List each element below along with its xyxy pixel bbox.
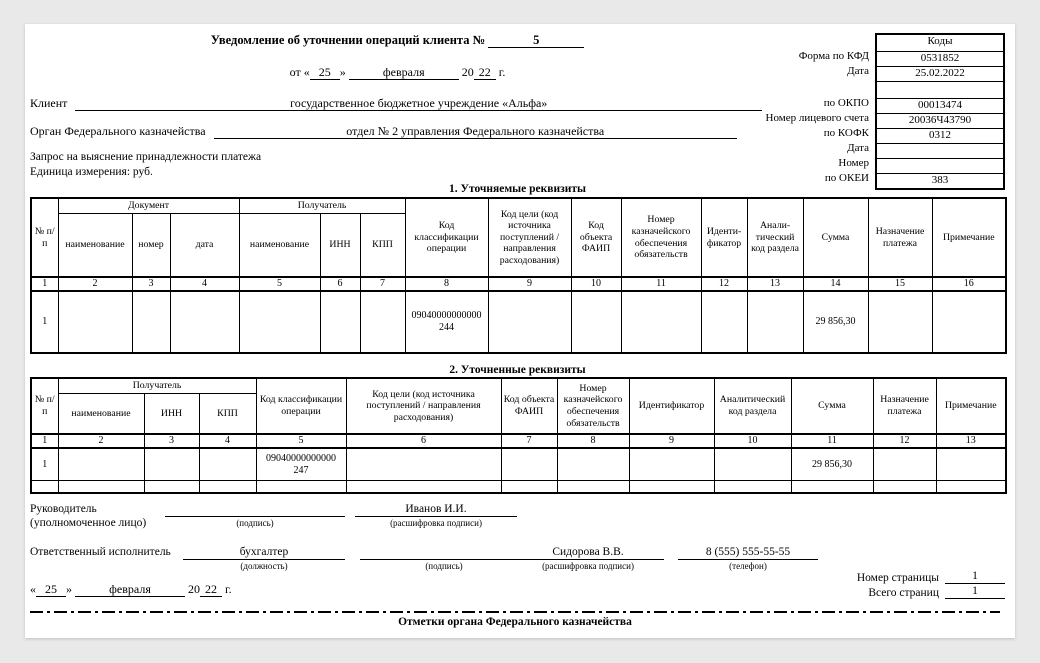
data-cell-npp: 1 bbox=[31, 448, 58, 481]
codes-label bbox=[715, 33, 875, 49]
codes-value-cell bbox=[877, 81, 1003, 98]
data-cell bbox=[31, 481, 58, 493]
table2-title: 2. Уточненные реквизиты bbox=[449, 364, 586, 376]
header-cell: ИНН bbox=[144, 393, 199, 434]
data-cell bbox=[346, 481, 501, 493]
data-cell bbox=[621, 291, 701, 353]
col-number: 9 bbox=[488, 277, 571, 291]
data-cell bbox=[346, 448, 501, 481]
header-cell: наименование bbox=[58, 393, 144, 434]
codes-value-cell: 00013474 bbox=[877, 98, 1003, 113]
doc-date-line bbox=[25, 65, 770, 80]
header-cell: Номер казначейского обеспечения обязательств bbox=[621, 198, 701, 277]
request-note: Запрос на выяснение принадлежности платежа bbox=[30, 151, 262, 163]
col-number: 2 bbox=[58, 434, 144, 448]
col-number: 5 bbox=[239, 277, 320, 291]
document-page bbox=[25, 24, 1015, 638]
col-number: 10 bbox=[714, 434, 791, 448]
col-number: 6 bbox=[320, 277, 360, 291]
col-number: 16 bbox=[932, 277, 1006, 291]
data-cell bbox=[488, 291, 571, 353]
head-signature-field bbox=[165, 502, 345, 528]
data-cell bbox=[170, 291, 239, 353]
executor-position-field bbox=[183, 545, 345, 571]
header-cell: Назначение платежа bbox=[873, 378, 936, 434]
data-cell bbox=[873, 448, 936, 481]
unit-note: Единица измерения: руб. bbox=[30, 166, 153, 178]
col-number: 8 bbox=[557, 434, 629, 448]
position-caption: (должность) bbox=[240, 561, 288, 571]
data-cell bbox=[714, 481, 791, 493]
header-cell: № п/п bbox=[31, 198, 58, 277]
data-cell bbox=[144, 448, 199, 481]
footer-date-day: 25 bbox=[36, 583, 66, 597]
executor-signature-field bbox=[360, 545, 528, 571]
header-cell: дата bbox=[170, 213, 239, 277]
doc-title-text: Уведомление об уточнении операций клиента № bbox=[210, 33, 486, 47]
footer-date-suffix: г. bbox=[225, 582, 232, 596]
signature-caption: (подпись) bbox=[425, 561, 463, 571]
codes-label bbox=[715, 79, 875, 96]
header-cell: Код объекта ФАИП bbox=[571, 198, 621, 277]
col-number: 10 bbox=[571, 277, 621, 291]
table1-numbering-row bbox=[31, 277, 1006, 291]
data-cell bbox=[932, 291, 1006, 353]
head-label-line1: Руководитель bbox=[30, 503, 97, 515]
col-number: 11 bbox=[791, 434, 873, 448]
date-year-field: 22 bbox=[474, 66, 496, 80]
codes-label: Дата bbox=[847, 142, 869, 154]
codes-value-cell bbox=[877, 158, 1003, 173]
col-number: 4 bbox=[199, 434, 256, 448]
header-cell: наименование bbox=[58, 213, 132, 277]
table2-empty-row bbox=[31, 481, 1006, 493]
data-cell bbox=[239, 291, 320, 353]
header-cell: Аналитический код раздела bbox=[714, 378, 791, 434]
codes-labels bbox=[715, 33, 875, 190]
data-cell-sum: 29 856,30 bbox=[791, 448, 873, 481]
phone-caption: (телефон) bbox=[729, 561, 767, 571]
table2 bbox=[30, 377, 1007, 494]
col-number: 4 bbox=[170, 277, 239, 291]
col-number: 5 bbox=[256, 434, 346, 448]
total-pages-label: Всего страниц bbox=[868, 587, 939, 599]
col-number: 12 bbox=[873, 434, 936, 448]
header-cell: ИНН bbox=[320, 213, 360, 277]
col-number: 8 bbox=[405, 277, 488, 291]
head-signer-label bbox=[30, 502, 146, 530]
footer-date-century: 20 bbox=[188, 582, 200, 596]
header-cell: Код классификации операции bbox=[256, 378, 346, 434]
treasury-body-row bbox=[30, 124, 737, 139]
class-code-line1: 09040000000000 bbox=[266, 452, 337, 464]
header-cell: Номер казначейского обеспечения обязательств bbox=[557, 378, 629, 434]
codes-value-cell: 0312 bbox=[877, 128, 1003, 143]
col-number: 1 bbox=[31, 434, 58, 448]
header-cell: наименование bbox=[239, 213, 320, 277]
header-cell: Получатель bbox=[58, 378, 256, 393]
col-number: 11 bbox=[621, 277, 701, 291]
date-prefix: от bbox=[289, 65, 301, 79]
col-number: 13 bbox=[936, 434, 1006, 448]
data-cell bbox=[557, 481, 629, 493]
header-cell: Код цели (код источника поступлений / направления расходования) bbox=[488, 198, 571, 277]
data-cell bbox=[320, 291, 360, 353]
treasury-body-label: Орган Федерального казначейства bbox=[30, 124, 206, 138]
head-name: Иванов И.И. bbox=[355, 502, 517, 517]
codes-value-cell: 20036Ч43790 bbox=[877, 113, 1003, 128]
quote-close: » bbox=[66, 582, 72, 596]
footer-date-month: февраля bbox=[75, 583, 185, 597]
table1-title: 1. Уточняемые реквизиты bbox=[449, 183, 586, 195]
page-number-value: 1 bbox=[945, 570, 1005, 584]
executor-phone-field bbox=[678, 545, 818, 571]
codes-label: Форма по КФД bbox=[798, 50, 869, 62]
codes-box bbox=[715, 33, 1005, 190]
codes-label: Номер bbox=[838, 157, 869, 169]
data-cell bbox=[629, 448, 714, 481]
data-cell-class-code bbox=[405, 291, 488, 353]
class-code-line1: 09040000000000 bbox=[411, 310, 482, 322]
data-cell bbox=[629, 481, 714, 493]
executor-position: бухгалтер bbox=[183, 545, 345, 560]
data-cell bbox=[501, 481, 557, 493]
data-cell bbox=[58, 291, 132, 353]
header-cell: № п/п bbox=[31, 378, 58, 434]
client-value: государственное бюджетное учреждение «Альфа» bbox=[75, 96, 762, 111]
total-pages-value: 1 bbox=[945, 585, 1005, 599]
header-cell: Код объекта ФАИП bbox=[501, 378, 557, 434]
col-number: 7 bbox=[360, 277, 405, 291]
codes-label: по КОФК bbox=[823, 127, 869, 139]
header-cell: КПП bbox=[199, 393, 256, 434]
table2-data-row bbox=[31, 448, 1006, 481]
quote-open: « bbox=[30, 582, 36, 596]
data-cell bbox=[557, 448, 629, 481]
col-number: 3 bbox=[144, 434, 199, 448]
cut-line bbox=[30, 611, 1000, 613]
header-cell: Сумма bbox=[791, 378, 873, 434]
total-pages-row bbox=[868, 585, 1005, 599]
codes-value-cell: 383 bbox=[877, 173, 1003, 188]
data-cell bbox=[360, 291, 405, 353]
data-cell bbox=[144, 481, 199, 493]
header-cell: Назначение платежа bbox=[868, 198, 932, 277]
data-cell bbox=[58, 481, 144, 493]
data-cell bbox=[791, 481, 873, 493]
header-cell: Анали- тический код раздела bbox=[747, 198, 803, 277]
header-cell: Примечание bbox=[932, 198, 1006, 277]
data-cell bbox=[747, 291, 803, 353]
header-cell: Идентификатор bbox=[629, 378, 714, 434]
treasury-body-value: отдел № 2 управления Федерального казначейства bbox=[214, 124, 737, 139]
page-number-row bbox=[857, 570, 1005, 584]
table2-group-header-row bbox=[31, 378, 1006, 393]
codes-value-cell bbox=[877, 143, 1003, 158]
signature-line bbox=[165, 502, 345, 517]
codes-values bbox=[875, 33, 1005, 190]
col-number: 14 bbox=[803, 277, 868, 291]
class-code-line2: 247 bbox=[293, 464, 309, 476]
quote-open: « bbox=[303, 65, 310, 79]
table2-numbering-row bbox=[31, 434, 1006, 448]
header-cell: Сумма bbox=[803, 198, 868, 277]
col-number: 6 bbox=[346, 434, 501, 448]
signature-caption: (подпись) bbox=[236, 518, 274, 528]
codes-value-cell: 25.02.2022 bbox=[877, 66, 1003, 81]
data-cell-class-code bbox=[256, 448, 346, 481]
data-cell bbox=[501, 448, 557, 481]
col-number: 12 bbox=[701, 277, 747, 291]
executor-name: Сидорова В.В. bbox=[512, 545, 664, 560]
doc-title bbox=[25, 33, 770, 48]
data-cell bbox=[936, 481, 1006, 493]
table1 bbox=[30, 197, 1007, 354]
header-cell: номер bbox=[132, 213, 170, 277]
data-cell bbox=[873, 481, 936, 493]
data-cell bbox=[936, 448, 1006, 481]
codes-label: Номер лицевого счета bbox=[765, 112, 869, 124]
data-cell bbox=[868, 291, 932, 353]
footer-date-year: 22 bbox=[200, 583, 222, 597]
name-caption: (расшифровка подписи) bbox=[390, 518, 482, 528]
col-number: 9 bbox=[629, 434, 714, 448]
col-number: 1 bbox=[31, 277, 58, 291]
header-cell: Код классификации операции bbox=[405, 198, 488, 277]
codes-value-cell: 0531852 bbox=[877, 51, 1003, 66]
data-cell bbox=[701, 291, 747, 353]
col-number: 3 bbox=[132, 277, 170, 291]
codes-label: по ОКЕИ bbox=[824, 172, 869, 184]
data-cell bbox=[199, 481, 256, 493]
executor-name-field bbox=[512, 545, 664, 571]
col-number: 2 bbox=[58, 277, 132, 291]
date-day-field: 25 bbox=[310, 66, 340, 80]
client-row bbox=[30, 96, 762, 111]
client-label: Клиент bbox=[30, 96, 68, 110]
header-cell: Получатель bbox=[239, 198, 405, 213]
header-cell: Документ bbox=[58, 198, 239, 213]
executor-phone: 8 (555) 555-55-55 bbox=[678, 545, 818, 560]
data-cell bbox=[256, 481, 346, 493]
codes-label: Дата bbox=[847, 65, 869, 77]
header-cell: Иденти- фикатор bbox=[701, 198, 747, 277]
footer-date-line bbox=[30, 582, 232, 597]
header-cell: Код цели (код источника поступлений / направления расходования) bbox=[346, 378, 501, 434]
head-name-field bbox=[355, 502, 517, 528]
table1-data-row bbox=[31, 291, 1006, 353]
treasury-marks-title: Отметки органа Федерального казначейства bbox=[398, 616, 632, 628]
data-cell-npp: 1 bbox=[31, 291, 58, 353]
doc-number-field: 5 bbox=[488, 34, 584, 48]
data-cell bbox=[714, 448, 791, 481]
data-cell bbox=[58, 448, 144, 481]
executor-label: Ответственный исполнитель bbox=[30, 546, 171, 558]
data-cell bbox=[199, 448, 256, 481]
data-cell bbox=[132, 291, 170, 353]
date-century: 20 bbox=[461, 65, 474, 79]
col-number: 13 bbox=[747, 277, 803, 291]
header-cell: Примечание bbox=[936, 378, 1006, 434]
col-number: 15 bbox=[868, 277, 932, 291]
quote-close: » bbox=[339, 65, 346, 79]
signature-line bbox=[360, 545, 528, 560]
head-label-line2: (уполномоченное лицо) bbox=[30, 517, 147, 529]
data-cell-sum: 29 856,30 bbox=[803, 291, 868, 353]
col-number: 7 bbox=[501, 434, 557, 448]
data-cell bbox=[571, 291, 621, 353]
name-caption: (расшифровка подписи) bbox=[542, 561, 634, 571]
page-number-label: Номер страницы bbox=[856, 572, 939, 584]
date-month-field: февраля bbox=[349, 66, 459, 80]
date-suffix: г. bbox=[498, 65, 506, 79]
class-code-line2: 244 bbox=[439, 321, 455, 333]
codes-header-cell: Коды bbox=[927, 35, 953, 47]
table1-group-header-row bbox=[31, 198, 1006, 213]
header-cell: КПП bbox=[360, 213, 405, 277]
codes-label: по ОКПО bbox=[823, 97, 869, 109]
